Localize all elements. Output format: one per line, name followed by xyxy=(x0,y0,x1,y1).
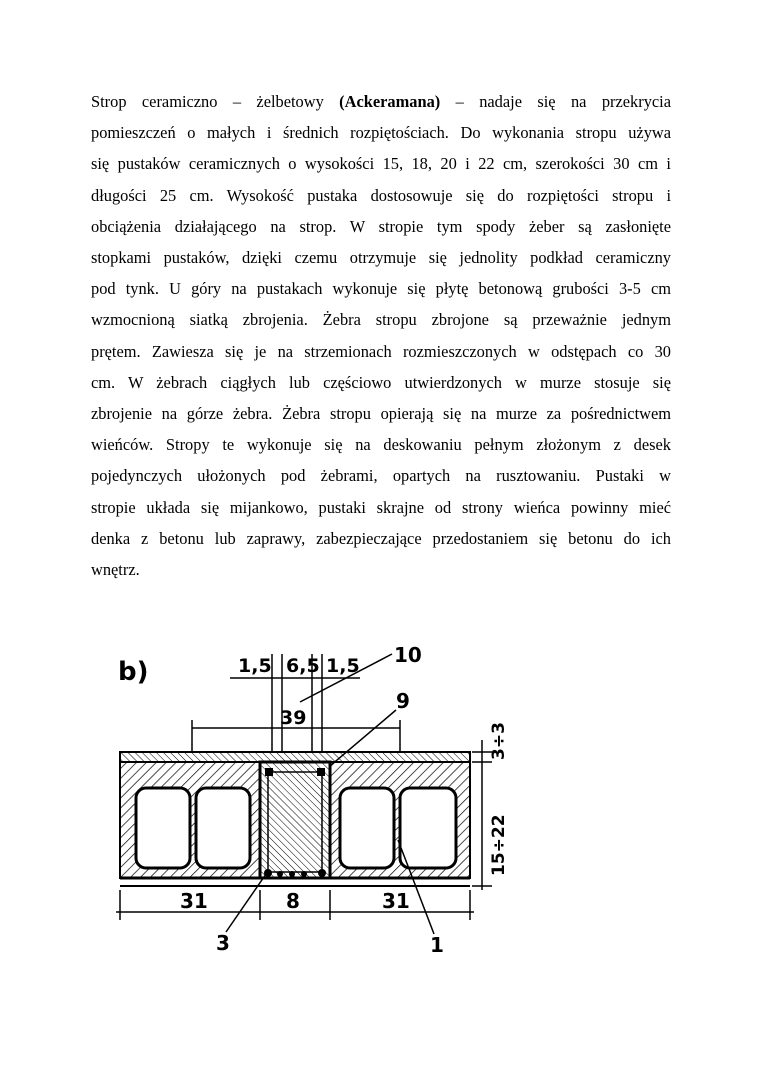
text-line: wnętrz. xyxy=(91,560,140,580)
dim-block-height: 15÷22 xyxy=(489,814,509,876)
text-line: stopkami pustaków, dzięki czemu otrzymuje się jednolity podkład ceramiczny xyxy=(91,248,671,268)
block-hollow xyxy=(196,788,250,868)
block-hollow xyxy=(400,788,456,868)
concrete-rib xyxy=(260,762,330,878)
dim-top-right: 1,5 xyxy=(326,655,360,677)
text-line: wieńców. Stropy te wykonuje się na deskowaniu pełnym złożonym z desek xyxy=(91,435,671,455)
block-hollow xyxy=(136,788,190,868)
dim-bottom-left: 31 xyxy=(180,889,208,913)
text-line: pod tynk. U góry na pustakach wykonuje się płytę betonową grubości 3-5 cm xyxy=(91,279,671,299)
text-line: wzmocnioną siatką zbrojenia. Żebra stropu zbrojone są przeważnie jednym xyxy=(91,310,671,330)
figure-label: b) xyxy=(118,657,149,687)
dim-span: 39 xyxy=(280,707,307,729)
ref-10: 10 xyxy=(394,643,422,667)
text-line: denka z betonu lub zaprawy, zabezpieczające przedostaniem się betonu do ich xyxy=(91,528,671,548)
block-hollow xyxy=(340,788,394,868)
bottom-bar xyxy=(318,869,326,877)
term-ackermana: (Ackeramana) xyxy=(339,92,441,111)
bottom-bar xyxy=(277,871,283,877)
ref-9: 9 xyxy=(396,689,410,713)
dim-bottom-mid: 8 xyxy=(286,889,300,913)
text-line: długości 25 cm. Wysokość pustaka dostosowuje się do rozpiętości stropu i xyxy=(91,185,671,205)
bottom-bar xyxy=(301,871,307,877)
text-line: pomieszczeń o małych i średnich rozpiętościach. Do wykonania stropu używa xyxy=(91,123,671,143)
text-line: pojedynczych ułożonych pod żebrami, opartych na rusztowaniu. Pustaki w xyxy=(91,466,671,486)
top-bar xyxy=(265,768,273,776)
top-bar xyxy=(317,768,325,776)
ref-3: 3 xyxy=(216,931,230,955)
text-line: prętem. Zawiesza się je na strzemionach rozmieszczonych w odstępach co 30 xyxy=(91,341,671,361)
text-line: stropie układa się mijankowo, pustaki skrajne od strony wieńca powinny mieć xyxy=(91,497,671,517)
dim-bottom-right: 31 xyxy=(382,889,410,913)
bottom-bar xyxy=(289,871,295,877)
text-line: zbrojenie na górze żebra. Żebra stropu opierają się na murze za pośrednictwem xyxy=(91,404,671,424)
ref-1: 1 xyxy=(430,933,444,957)
text-line: cm. W żebrach ciągłych lub częściowo utwierdzonych w murze stosuje się xyxy=(91,372,671,392)
text-line: się pustaków ceramicznych o wysokości 15, 18, 20 i 22 cm, szerokości 30 cm i xyxy=(91,154,671,174)
text-line: obciążenia działającego na strop. W stropie tym spody żeber są zasłonięte xyxy=(91,216,671,236)
dim-slab: 3÷3 xyxy=(489,722,509,760)
dim-top-left: 1,5 xyxy=(238,655,272,677)
text-line-1: Strop ceramiczno – żelbetowy (Ackeramana) – nadaje się na przekrycia xyxy=(91,92,671,111)
dim-top-mid: 6,5 xyxy=(286,655,320,677)
floor-cross-section-figure xyxy=(100,640,520,960)
cross-section-drawing xyxy=(100,640,520,960)
body-paragraph xyxy=(91,86,671,585)
